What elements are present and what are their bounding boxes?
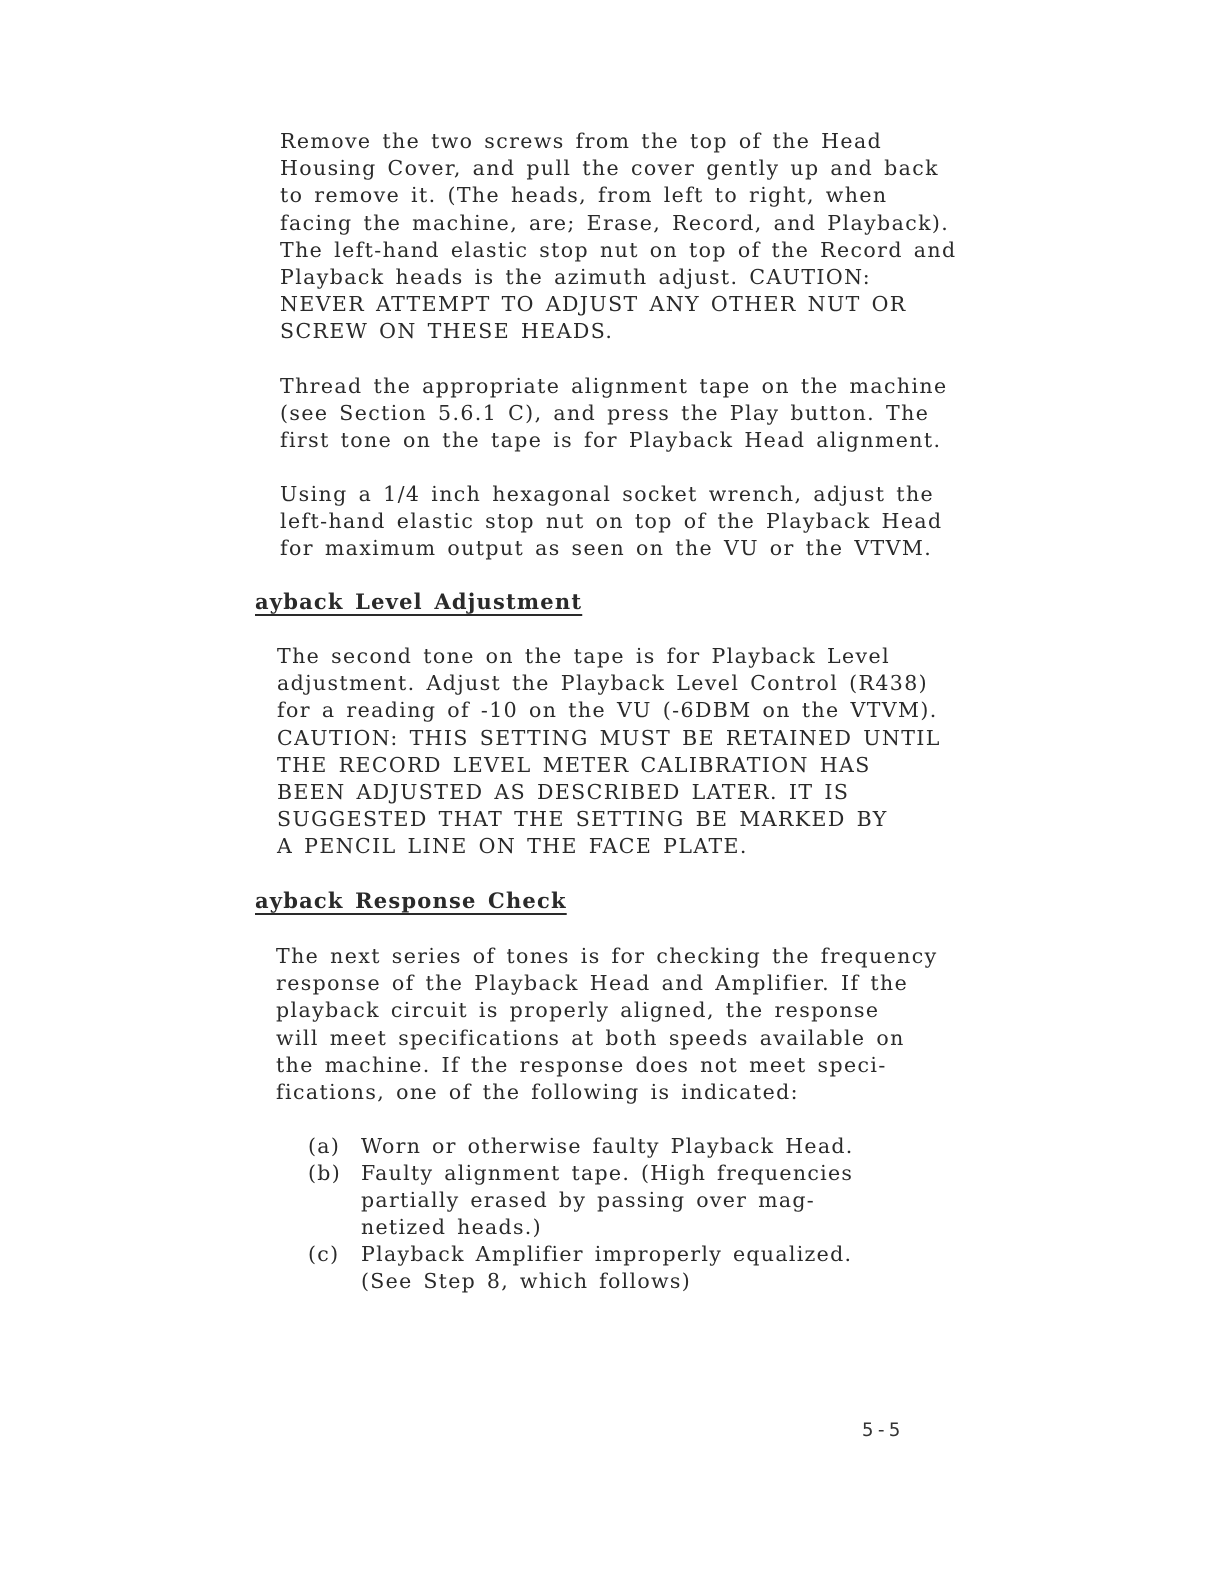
text-line: NEVER ATTEMPT TO ADJUST ANY OTHER NUT OR: [280, 292, 907, 317]
text-line: left-hand elastic stop nut on top of the Playback Head: [280, 509, 943, 534]
text-line: netized heads.): [361, 1215, 542, 1239]
text-line: (see Section 5.6.1 C), and press the Play button. The: [280, 401, 930, 426]
paragraph-thread-tape: [280, 373, 948, 455]
text-line: SUGGESTED THAT THE SETTING BE MARKED BY: [277, 807, 888, 832]
list-marker: (a): [308, 1134, 341, 1158]
fault-list: [308, 1133, 854, 1295]
text-line: Playback Amplifier improperly equalized.: [361, 1242, 853, 1266]
text-line: playback circuit is properly aligned, the response: [276, 998, 880, 1023]
list-item: [308, 1160, 854, 1241]
list-item-text: [361, 1133, 854, 1160]
heading-playback-response-check: ayback Response Check: [255, 888, 567, 913]
text-line: Faulty alignment tape. (High frequencies: [361, 1161, 854, 1185]
text-line: The left-hand elastic stop nut on top of the Record and: [280, 237, 957, 262]
text-line: the machine. If the response does not meet speci-: [276, 1052, 887, 1077]
text-line: partially erased by passing over mag-: [361, 1188, 816, 1212]
text-line: fications, one of the following is indicated:: [276, 1080, 799, 1105]
text-line: Worn or otherwise faulty Playback Head.: [361, 1134, 854, 1158]
text-line: Remove the two screws from the top of the Head: [280, 129, 883, 153]
text-line: (See Step 8, which follows): [361, 1269, 692, 1293]
text-line: CAUTION: THIS SETTING MUST BE RETAINED UNTIL: [277, 725, 941, 750]
text-line: Using a 1/4 inch hexagonal socket wrench, adjust the: [280, 482, 935, 506]
text-line: adjustment. Adjust the Playback Level Control (R438): [277, 671, 929, 696]
text-line: for maximum output as seen on the VU or the VTVM.: [280, 536, 933, 561]
heading-playback-level-adjustment: ayback Level Adjustment: [255, 589, 583, 614]
list-marker: (c): [308, 1242, 340, 1266]
page-number: 5-5: [862, 1419, 903, 1441]
text-line: The next series of tones is for checking the frequency: [276, 944, 938, 968]
list-item-text: [361, 1160, 853, 1241]
text-line: BEEN ADJUSTED AS DESCRIBED LATER. IT IS: [277, 780, 850, 805]
text-line: Thread the appropriate alignment tape on the machine: [280, 374, 948, 398]
text-line: to remove it. (The heads, from left to right, when: [280, 183, 888, 208]
text-line: SCREW ON THESE HEADS.: [280, 319, 614, 344]
list-item: [308, 1241, 854, 1295]
text-line: for a reading of -10 on the VU (-6DBM on the VTVM).: [277, 698, 938, 723]
text-line: response of the Playback Head and Amplifier. If the: [276, 971, 909, 996]
text-line: Housing Cover, and pull the cover gently up and back: [280, 156, 939, 181]
paragraph-socket-wrench: [280, 481, 943, 563]
paragraph-level-adjustment: [277, 643, 941, 861]
text-line: first tone on the tape is for Playback Head alignment.: [280, 428, 942, 453]
text-line: facing the machine, are; Erase, Record, and Playback).: [280, 210, 950, 235]
list-item-text: [361, 1241, 852, 1295]
list-item: [308, 1133, 854, 1160]
paragraph-response-check: [276, 943, 938, 1106]
paragraph-remove-screws: [280, 128, 957, 346]
text-line: Playback heads is the azimuth adjust. CAUTION:: [280, 265, 872, 290]
text-line: A PENCIL LINE ON THE FACE PLATE.: [277, 834, 748, 859]
list-marker: (b): [308, 1161, 342, 1185]
text-line: will meet specifications at both speeds available on: [276, 1025, 905, 1050]
text-line: THE RECORD LEVEL METER CALIBRATION HAS: [277, 752, 871, 777]
text-line: The second tone on the tape is for Playback Level: [277, 644, 891, 668]
